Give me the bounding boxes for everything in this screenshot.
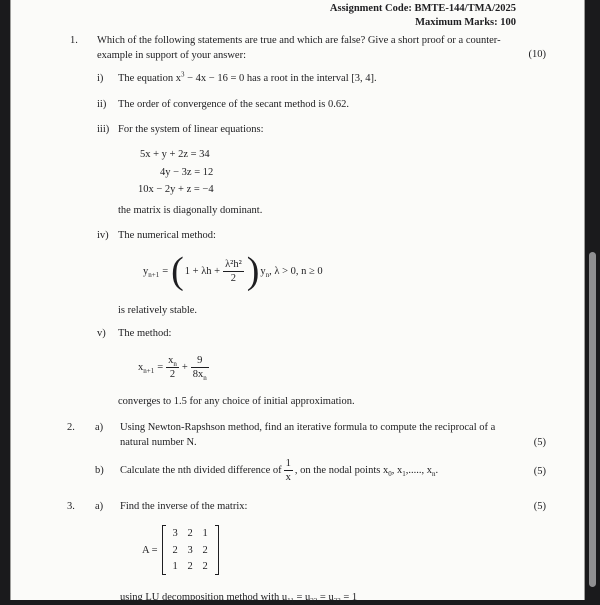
- matrix-cell: 1: [202, 528, 208, 539]
- linear-system: [138, 146, 214, 199]
- matrix-bracket-left: [162, 525, 166, 575]
- equals-sign: =: [157, 361, 164, 373]
- question-2-part-b: [95, 457, 438, 484]
- matrix-cell: 1: [172, 561, 178, 572]
- matrix-cell: 2: [187, 528, 193, 539]
- lu-decomposition-line: using LU decomposition method with $u_{11} = u_{22} = u_{33} = 1$: [120, 592, 358, 605]
- question-3-number: 3.: [67, 501, 75, 512]
- one-over-x-fraction: $\frac{1}{x}$: [285, 458, 291, 483]
- question-1-part-iv: [97, 229, 216, 243]
- maximum-marks: Maximum Marks: 100: [415, 17, 516, 28]
- matrix-lhs: A =: [142, 544, 158, 556]
- question-2b-text: Calculate the nth divided difference of $\frac{1}{x}$ , on the nodal points $x_0$, $x_1$,....., $x_n$.: [120, 458, 439, 483]
- numerical-method-formula: [143, 250, 323, 292]
- document-header: [330, 2, 516, 30]
- document-page: [10, 0, 585, 605]
- matrix-cell: 2: [202, 544, 208, 556]
- matrix-cell: 2: [187, 561, 193, 572]
- iteration-formula: [138, 351, 209, 383]
- close-parenthesis: ): [246, 250, 260, 292]
- open-parenthesis: (: [171, 250, 184, 292]
- matrix-cell: 2: [172, 544, 178, 556]
- equals-sign: =: [162, 265, 169, 277]
- matrix-a: [142, 524, 219, 576]
- question-3a-marks: (5): [533, 501, 546, 512]
- part-iii-label: iii): [97, 124, 110, 135]
- second-fraction: $\frac{9}{8x_n}$: [192, 354, 207, 382]
- part-v-label: v): [97, 328, 106, 339]
- question-2b-marks: (5): [533, 466, 546, 477]
- part-ii-text: The order of convergence of the secant method is 0.62.: [118, 99, 350, 110]
- scrollbar-thumb[interactable]: [589, 252, 596, 587]
- question-1-part-v: [97, 327, 171, 341]
- question-1-part-iii: [97, 123, 264, 137]
- part-v-conclusion: converges to 1.5 for any choice of initial approximation.: [118, 396, 355, 407]
- question-1-number: 1.: [70, 35, 78, 46]
- plus-sign: +: [181, 361, 188, 373]
- part-iv-text: The numerical method:: [118, 230, 216, 241]
- question-2: [67, 421, 495, 450]
- formula-rhs: $y_n$, λ > 0, n ≥ 0: [260, 265, 323, 279]
- equation-2: 4y − 3z = 12: [160, 166, 214, 178]
- question-1: [70, 34, 501, 63]
- exponent: 3: [180, 70, 185, 79]
- part-iv-conclusion: is relatively stable.: [118, 305, 198, 316]
- matrix-cell: 2: [202, 561, 208, 572]
- first-fraction: $\frac{x_n}{2}$: [168, 354, 177, 380]
- part-ii-label: ii): [97, 99, 107, 110]
- question-2-number: 2.: [67, 422, 75, 433]
- equation-3: 10x − 2y + z = −4: [138, 184, 214, 195]
- matrix-cell: 3: [187, 544, 193, 556]
- matrix-grid: [168, 525, 213, 575]
- part-iii-text: For the system of linear equations:: [118, 124, 264, 135]
- part-iv-label: iv): [97, 230, 109, 241]
- lambda-fraction: $\frac{\text{λ²h²}}{2}$: [225, 258, 242, 284]
- part-a-label: a): [95, 501, 104, 512]
- part-i-text: The equation $x^3 - 4x - 16 = 0$ has a root in the interval [3, 4].: [118, 70, 377, 84]
- part-b-label: b): [95, 464, 104, 476]
- question-3: [67, 500, 247, 514]
- part-iii-conclusion: the matrix is diagonally dominant.: [118, 205, 263, 216]
- part-v-text: The method:: [118, 328, 172, 339]
- question-1-prompt: Which of the following statements are true and which are false? Give a short proof or a counter- example in support of your answer:: [97, 35, 501, 61]
- question-1-part-i: [97, 72, 377, 86]
- part-a-label: a): [95, 422, 104, 433]
- formula-lhs: $y_{n+1}$: [143, 265, 160, 279]
- formula-inner: 1 + λh +: [184, 265, 221, 277]
- equation-1: 5x + y + 2z = 34: [140, 149, 210, 160]
- matrix-cell: 3: [172, 528, 178, 539]
- matrix-bracket-right: [215, 525, 219, 575]
- question-1-part-ii: [97, 98, 349, 112]
- formula-lhs: $x_{n+1}$: [138, 361, 155, 375]
- question-2a-marks: (5): [533, 437, 546, 448]
- question-2a-text: Using Newton-Rapshson method, find an iterative formula to compute the reciprocal of a natural number N.: [120, 422, 496, 448]
- assignment-code: Assignment Code: BMTE-144/TMA/2025: [329, 3, 516, 14]
- question-1-marks: (10): [528, 49, 546, 60]
- question-3a-text: Find the inverse of the matrix:: [120, 501, 248, 512]
- part-i-label: i): [97, 73, 104, 84]
